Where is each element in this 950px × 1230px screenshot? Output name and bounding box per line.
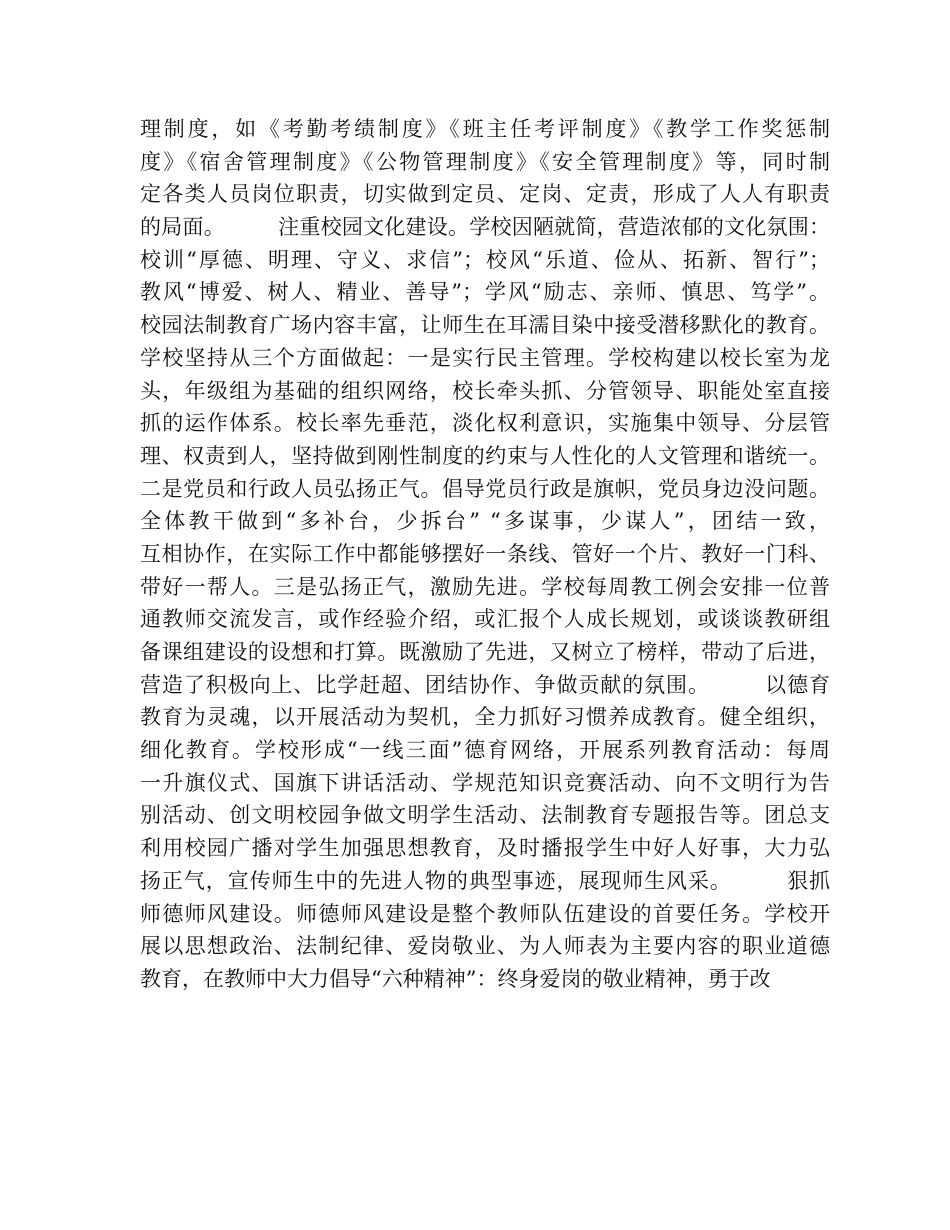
text-line: 学校坚持从三个方面做起：一是实行民主管理。学校构建以校长室为龙: [140, 345, 830, 370]
text-line: 教育，在教师中大力倡导“六种精神”：终身爱岗的敬业精神，勇于改: [140, 966, 771, 991]
text-line: 利用校园广播对学生加强思想教育，及时播报学生中好人好事，大力弘: [140, 836, 830, 861]
text-line: 理、权责到人，坚持做到刚性制度的约束与人性化的人文管理和谐统一。: [140, 443, 830, 468]
text-line: 理制度，如《考勤考绩制度》《班主任考评制度》《教学工作奖惩制: [140, 117, 830, 141]
text-line: 头，年级组为基础的组织网络，校长牵头抓、分管领导、职能处室直接: [140, 378, 830, 403]
text-line: 互相协作，在实际工作中都能够摆好一条线、管好一个片、教好一门科、: [140, 541, 830, 566]
text-line: 别活动、创文明校园争做文明学生活动、法制教育专题报告等。团总支: [140, 803, 830, 828]
text-line: 展以思想政治、法制纪律、爱岗敬业、为人师表为主要内容的职业道德: [140, 934, 830, 959]
text-line: 二是党员和行政人员弘扬正气。倡导党员行政是旗帜，党员身边没问题。: [140, 476, 830, 501]
text-line: 扬正气，宣传师生中的先进人物的典型事迹，展现师生风采。 狠抓: [140, 868, 830, 893]
body-text: [140, 113, 830, 996]
text-line: 营造了积极向上、比学赶超、团结协作、争做贡献的氛围。 以德育: [140, 672, 830, 697]
text-line: 校训“厚德、明理、守义、求信”；校风“乐道、俭从、拓新、智行”；: [140, 247, 830, 272]
text-line: 带好一帮人。三是弘扬正气，激励先进。学校每周教工例会安排一位普: [140, 574, 830, 599]
text-line: 抓的运作体系。校长率先垂范，淡化权利意识，实施集中领导、分层管: [140, 411, 830, 436]
text-line: 备课组建设的设想和打算。既激励了先进，又树立了榜样，带动了后进，: [140, 640, 830, 664]
text-line: 度》《宿舍管理制度》《公物管理制度》《安全管理制度》等，同时制: [140, 149, 830, 174]
text-line: 教风“博爱、树人、精业、善导”；学风“励志、亲师、慎思、笃学”。: [140, 280, 830, 305]
text-line: 教育为灵魂，以开展活动为契机，全力抓好习惯养成教育。健全组织，: [140, 705, 830, 730]
text-line: 师德师风建设。师德师风建设是整个教师队伍建设的首要任务。学校开: [140, 901, 830, 926]
text-line: 定各类人员岗位职责，切实做到定员、定岗、定责，形成了人人有职责: [140, 182, 830, 207]
text-line: 校园法制教育广场内容丰富，让师生在耳濡目染中接受潜移默化的教育。: [140, 313, 830, 338]
text-line: 的局面。 注重校园文化建设。学校因陋就简，营造浓郁的文化氛围：: [140, 215, 830, 240]
text-line: 细化教育。学校形成“一线三面”德育网络，开展系列教育活动：每周: [140, 738, 830, 763]
text-line: 全体教干做到“多补台，少拆台” “多谋事，少谋人”，团结一致，: [140, 509, 830, 534]
text-line: 通教师交流发言，或作经验介绍，或汇报个人成长规划，或谈谈教研组: [140, 607, 830, 632]
text-line: 一升旗仪式、国旗下讲话活动、学规范知识竞赛活动、向不文明行为告: [140, 770, 830, 795]
